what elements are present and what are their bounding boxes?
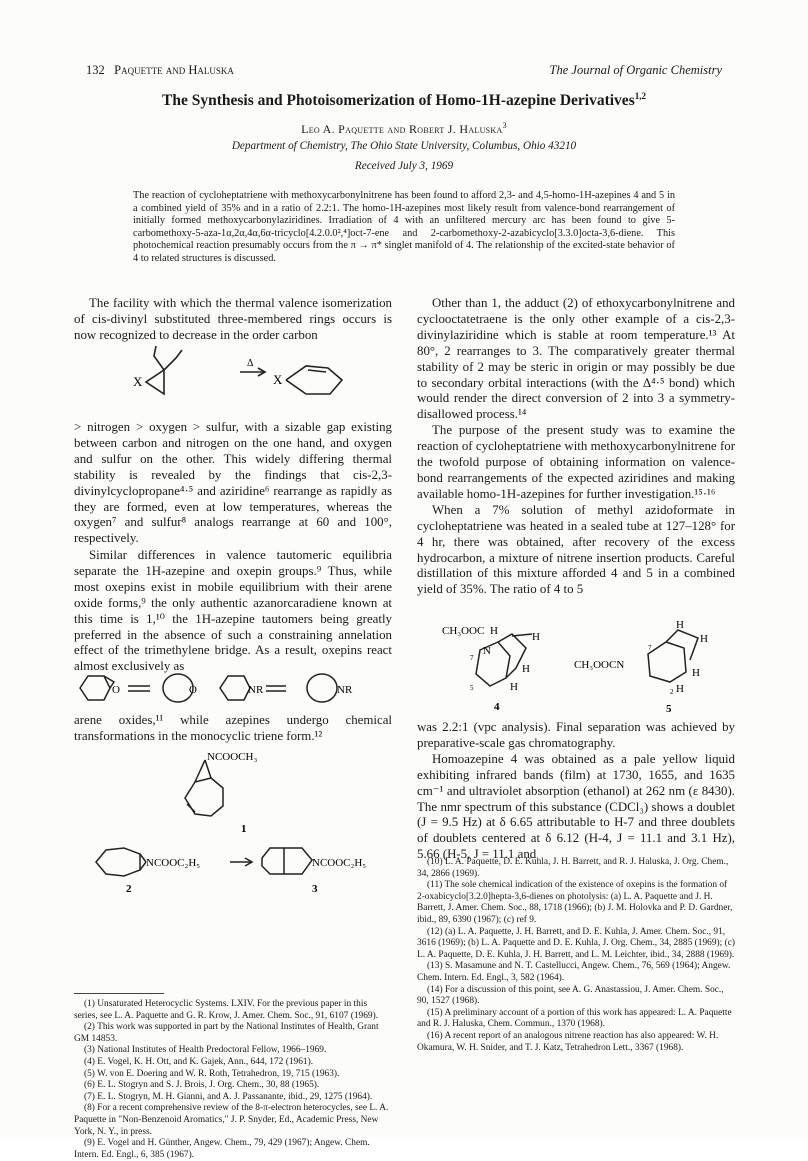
footnote-14: (14) For a discussion of this point, see A. G. Anastassiou, J. Amer. Chem. Soc., 90, 1527 (1968). bbox=[417, 984, 724, 1007]
right-column-text-lower bbox=[417, 720, 735, 863]
scheme2-oxide-o: O bbox=[112, 684, 120, 696]
right-para-1: Other than 1, the adduct (2) of ethoxycarbonylnitrene and cyclooctatetraene is the only other example of a cis-2,3-divinylaziridine which is stable at room temperature.¹³ At 80°, 2 rearranges to 3. The comparatively greater thermal stability of 2 may be steric in origin or may possibly be due to secondary orbital interactions (with the Δ⁴·⁵ bond) which would render the direct conversion of 2 into 3 a symmetry-disallowed process.¹⁴ bbox=[417, 296, 735, 422]
footnote-10: (10) L. A. Paquette, D. E. Kuhla, J. H. Barrett, and R. J. Haluska, J. Org. Chem., 34, 2866 (1969). bbox=[417, 857, 729, 879]
left-para-4 bbox=[74, 713, 392, 745]
journal-name: The Journal of Organic Chemistry bbox=[549, 63, 722, 77]
footnote-8: (8) For a recent comprehensive review of the 8-π-electron heterocycles, see L. A. Paquette in "Non-Benzenoid Aromatics," J. P. Snyder, Ed., Academic Press, New York, N. Y., in press. bbox=[74, 1103, 389, 1137]
affiliation: Department of Chemistry, The Ohio State University, Columbus, Ohio 43210 bbox=[231, 140, 577, 152]
compound-4-label: 4 bbox=[494, 701, 500, 713]
left-para-3 bbox=[74, 548, 392, 675]
left-para-4-text: arene oxides,¹¹ while azepines undergo chemical transformations in the monocyclic triene form.¹² bbox=[74, 713, 392, 743]
left-para-1 bbox=[74, 296, 392, 344]
footnote-1: (1) Unsaturated Heterocyclic Systems. LXIV. For the previous paper in this series, see L. A. Paquette and G. R. Krow, J. Amer. Chem. Soc., 91, 6107 (1969). bbox=[74, 999, 379, 1021]
compound-3-label: 3 bbox=[312, 883, 318, 895]
author-footnote-marker: 3 bbox=[502, 121, 507, 130]
footnote-9: (9) E. Vogel and H. Günther, Angew. Chem., 79, 429 (1967); Angew. Chem. Intern. Ed. Engl., 6, 385 (1967). bbox=[74, 1138, 370, 1160]
compound-4-position-7: 7 bbox=[470, 654, 474, 662]
compound-4-h-bottom: H bbox=[510, 681, 518, 693]
received-date: Received July 3, 1969 bbox=[354, 160, 454, 172]
compound-2-label: 2 bbox=[126, 883, 132, 895]
compound-5-h-right: H bbox=[700, 633, 708, 645]
scheme-oxepin-azepine-equilibria bbox=[74, 664, 392, 712]
abstract: The reaction of cycloheptatriene with methoxycarbonylnitrene has been found to afford 2,3- and 4,5-homo-1H-azepines 4 and 5 in a combined yield of 35% and in a ratio of 2.2:1. The homo-1H-azepines most likely result from valence-bond rearrangement of initially formed methoxycarbonylaziridines. Irradiation of 4 with an unfiltered mercury arc has been found to give 5-carbomethoxy-5-aza-1α,2α,4α,6α-tricyclo[4.2.0.0²,⁴]oct-7-ene and 2-carbomethoxy-2-azabicyclo[3.3.0]octa-3,6-diene. This photochemical reaction presumably occurs from the π → π* singlet manifold of 4. The relationship of the excited-state behavior of 4 to related structures is discussed. bbox=[133, 190, 675, 264]
running-authors: Paquette and Haluska bbox=[114, 63, 234, 77]
footnote-11: (11) The sole chemical indication of the existence of oxepins is the formation of 2-oxabicyclo[3.2.0]hepta-3,6-dienes on photolysis: (a) L. A. Paquette and J. H. Barrett, J. Amer. Chem. Soc., 88, 1718 (1966); (b) J. M. Holovka and P. D. Gardner, ibid., 89, 6390 (1967); (c) ref 9. bbox=[417, 880, 733, 925]
footnote-15: (15) A preliminary account of a portion of this work has appeared: L. A. Paquette and R. J. Haluska, Chem. Commun., 1370 (1968). bbox=[417, 1007, 732, 1030]
compound-5-position-2: 2 bbox=[670, 688, 674, 696]
footnote-3: (3) National Institutes of Health Predoctoral Fellow, 1966–1969. bbox=[84, 1045, 327, 1056]
right-para-4: was 2.2:1 (vpc analysis). Final separation was achieved by preparative-scale gas chromatography. bbox=[417, 720, 735, 750]
left-para-2 bbox=[74, 420, 392, 547]
compound-5-h-top: H bbox=[676, 619, 684, 631]
left-para-1-text: The facility with which the thermal valence isomerization of cis-divinyl substituted three-membered rings occurs is now recognized to decrease in the order carbon bbox=[74, 296, 392, 342]
footnote-12: (12) (a) L. A. Paquette, J. H. Barrett, and D. E. Kuhla, J. Amer. Chem. Soc., 91, 3616 (1969); (b) L. A. Paquette and D. E. Kuhla, J. Org. Chem., 34, 2885 (1969); (c) L. A. Paquette, D. E. Kuhla, J. H. Barrett, and L. M. Leichter, ibid., 34, 2888 (1969). bbox=[417, 926, 736, 960]
footnote-7: (7) E. L. Stogryn, M. H. Gianni, and A. J. Passanante, ibid., 29, 1275 (1964). bbox=[84, 1091, 373, 1102]
author-line bbox=[60, 121, 748, 137]
footnote-2: (2) This work was supported in part by the National Institutes of Health, Grant GM 14853. bbox=[74, 1022, 379, 1044]
article-title bbox=[60, 91, 748, 110]
compound-4-substituent: CH₃OOC bbox=[442, 625, 485, 637]
scheme2-azepine-nr: NR bbox=[337, 684, 353, 696]
compound-5-label: 5 bbox=[666, 703, 672, 715]
footnote-4: (4) E. Vogel, K. H. Ott, and K. Gajek, Ann., 644, 172 (1961). bbox=[84, 1056, 314, 1067]
footnote-13: (13) S. Masamune and N. T. Castellucci, Angew. Chem., 76, 569 (1964); Angew. Chem. Intern. Ed. Engl., 3, 582 (1964). bbox=[417, 961, 731, 983]
compound-1-structure bbox=[165, 748, 295, 834]
authors-text: Leo A. Paquette and Robert J. Haluska bbox=[301, 122, 503, 136]
compound-5-substituent: CH₃OOCN bbox=[574, 659, 625, 671]
compound-4-nitrogen: N bbox=[483, 645, 491, 657]
compound-2-to-3-scheme bbox=[90, 838, 390, 894]
scheme1-x-left: X bbox=[133, 374, 143, 389]
page-number: 132 bbox=[86, 63, 105, 77]
scheme2-oxepin-o: O bbox=[189, 684, 197, 696]
compound-1-label: 1 bbox=[241, 823, 247, 835]
compound-2-substituent: NCOOC₂H₅ bbox=[146, 857, 201, 869]
scheme1-heat-symbol: Δ bbox=[247, 358, 254, 369]
right-para-5: Homoazepine 4 was obtained as a pale yellow liquid exhibiting infrared bands (film) at 1730, 1655, and 1635 cm⁻¹ and ultraviolet absorption (ethanol) at 262 nm (ε 8430). The nmr spectrum of this substance (CDCl₃) shows a doublet (J = 9.5 Hz) at δ 6.65 attributable to H-7 and three doublets of doublets centered at δ 6.12 (H-4, J = 11.1 and 3.1 Hz), 5.66 (H-5, J = 11.1 and bbox=[417, 751, 735, 862]
right-para-3: When a 7% solution of methyl azidoformate in cycloheptatriene was heated in a sealed tube at 127–128° for 4 hr, there was obtained, after recovery of the excess hydrocarbon, a mixture of nitrene insertion products. Careful distillation of this mixture afforded 4 and 5 in a combined yield of 35%. The ratio of 4 to 5 bbox=[417, 502, 735, 597]
right-para-2: The purpose of the present study was to examine the reaction of cycloheptatriene with methoxycarbonylnitrene for the twofold purpose of obtaining information on valence-bond rearrangements of the expected aziridines and making available homo-1H-azepines for further investigation.¹⁵·¹⁶ bbox=[417, 423, 735, 501]
footnotes-left bbox=[74, 999, 392, 1161]
scheme1-x-right: X bbox=[273, 372, 283, 387]
footnote-rule bbox=[74, 993, 164, 994]
left-para-3-text: Similar differences in valence tautomeric equilibria separate the 1H-azepine and oxepin groups.⁹ Thus, while most oxepins exist in mobile equilibrium with their arene oxide forms,⁹ the only authentic azanorcaradiene known at this time is 1,¹⁰ the 1H-azepine tautomers being greatly preferred in the absence of such a constraining annelation effect of the trimethylene bridge. As a result, oxepins react almost exclusively as bbox=[74, 548, 392, 674]
title-text: The Synthesis and Photoisomerization of Homo-1H-azepine Derivatives bbox=[162, 92, 635, 110]
compound-1-substituent: NCOOCH₃ bbox=[207, 751, 258, 763]
compound-3-substituent: NCOOC₂H₅ bbox=[312, 857, 367, 869]
compounds-4-5-structures bbox=[440, 620, 740, 718]
compound-5-position-7: 7 bbox=[648, 644, 652, 652]
title-footnote-marker: 1,2 bbox=[634, 91, 646, 101]
compound-4-h-top: H bbox=[490, 625, 498, 637]
right-column-text bbox=[417, 296, 735, 598]
compound-5-h-lower: H bbox=[692, 667, 700, 679]
left-para-2-text: > nitrogen > oxygen > sulfur, with a sizable gap existing between carbon and nitrogen on the one hand, and oxygen and sulfur on the other. This widely differing thermal stability is revealed by the findings that cis-2,3-divinylcyclopropane⁴·⁵ and aziridine⁶ rearrange as rapidly as they are formed, even at low temperatures, whereas the oxygen⁷ and sulfur⁸ analogs rearrange at 60 and 100°, respectively. bbox=[74, 420, 392, 546]
page-header-left bbox=[86, 63, 234, 78]
scheme-divinyl-rearrangement bbox=[120, 346, 360, 408]
footnote-6: (6) E. L. Stogryn and S. J. Brois, J. Org. Chem., 30, 88 (1965). bbox=[84, 1080, 320, 1091]
compound-5-h-bottom: H bbox=[676, 683, 684, 695]
footnote-5: (5) W. von E. Doering and W. R. Roth, Tetrahedron, 19, 715 (1963). bbox=[84, 1068, 340, 1079]
footnotes-right bbox=[417, 857, 735, 1054]
compound-4-h-lower: H bbox=[522, 663, 530, 675]
footnote-16: (16) A recent report of an analogous nitrene reaction has also appeared: W. H. Okamura, W. H. Snider, and T. J. Katz, Tetrahedron Lett., 3367 (1968). bbox=[417, 1030, 719, 1053]
compound-4-h-right: H bbox=[532, 631, 540, 643]
compound-4-position-5: 5 bbox=[470, 684, 474, 692]
scheme2-aziridine-nr: NR bbox=[248, 684, 264, 696]
